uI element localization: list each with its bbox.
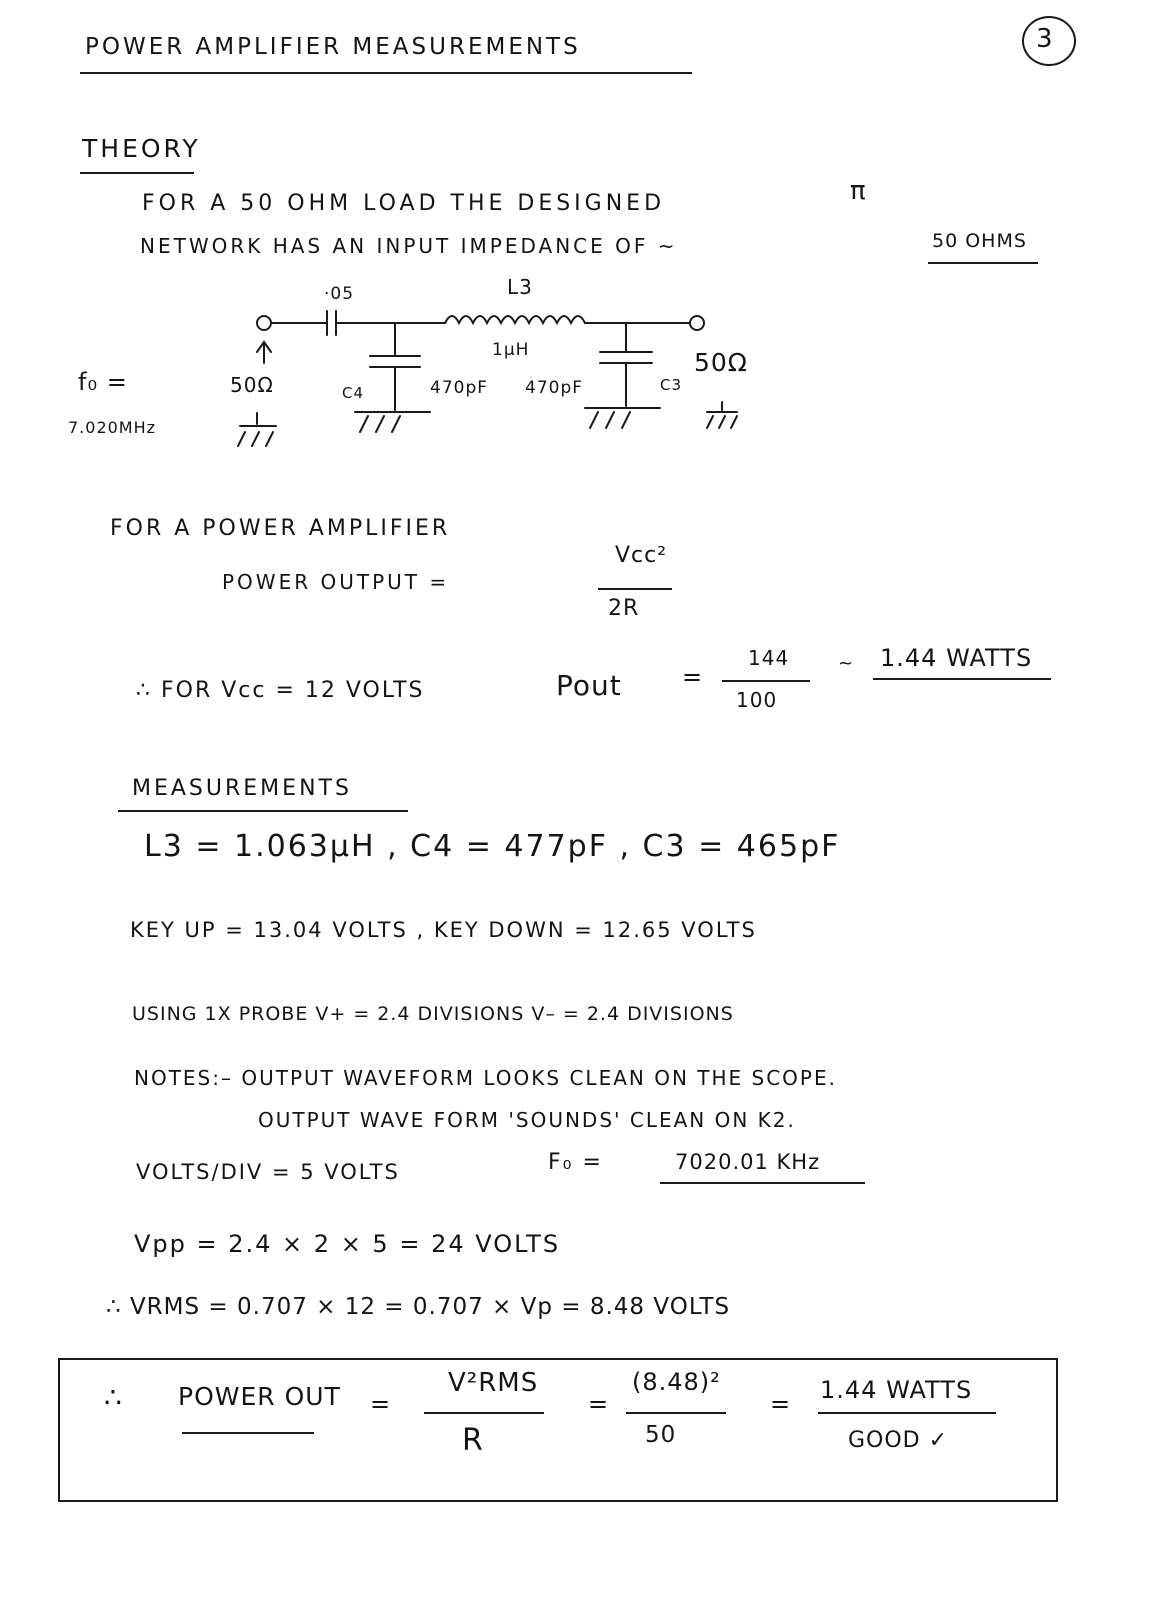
notes-line-2: OUTPUT WAVE FORM 'SOUNDS' CLEAN ON K2. — [258, 1108, 796, 1132]
formula-intro: FOR A POWER AMPLIFIER — [110, 516, 451, 541]
theory-heading: THEORY — [82, 134, 201, 163]
page-title: POWER AMPLIFIER MEASUREMENTS — [85, 34, 581, 60]
component-values: L3 = 1.063μH , C4 = 477pF , C3 = 465pF — [144, 829, 841, 864]
frequency-label: f₀ = — [78, 368, 128, 396]
result-therefore: ∴ — [104, 1381, 125, 1414]
impedance-value: 50 OHMS — [932, 230, 1027, 252]
f0-underline — [660, 1182, 865, 1184]
theory-line-1: FOR A 50 OHM LOAD THE DESIGNED — [142, 191, 666, 216]
coupling-cap-value: ·05 — [324, 284, 355, 304]
measurements-underline — [118, 810, 408, 812]
volts-per-division: VOLTS/DIV = 5 VOLTS — [136, 1160, 400, 1184]
inductor-value: 1μH — [492, 340, 530, 360]
resistance-symbol: R — [462, 1423, 484, 1458]
load-impedance: 50Ω — [694, 348, 748, 377]
theory-line-2: NETWORK HAS AN INPUT IMPEDANCE OF ~ — [140, 234, 678, 258]
c3-name: C3 — [660, 376, 683, 394]
notes-line-1: NOTES:– OUTPUT WAVEFORM LOOKS CLEAN ON THE SCOPE. — [134, 1066, 837, 1090]
measurements-heading: MEASUREMENTS — [132, 776, 352, 801]
inductor-name: L3 — [507, 275, 533, 299]
approx-symbol: ~ — [838, 653, 857, 674]
output-terminal — [690, 316, 704, 330]
c4-ground-hatch — [360, 416, 400, 432]
pout-fraction-bar — [722, 680, 810, 682]
f0-label: F₀ = — [548, 1150, 603, 1175]
vrms-calculation: ∴ VRMS = 0.707 × 12 = 0.707 × Vp = 8.48 VOLTS — [106, 1294, 731, 1320]
key-voltages: KEY UP = 13.04 VOLTS , KEY DOWN = 12.65 VOLTS — [130, 918, 757, 942]
verdict-good: GOOD ✓ — [848, 1428, 949, 1453]
pout-result: 1.44 WATTS — [880, 644, 1033, 672]
power-value: 1.44 WATTS — [820, 1376, 973, 1404]
result-fraction-bar-1 — [424, 1412, 544, 1414]
inductor-coil — [445, 316, 585, 323]
c3-value: 470pF — [525, 378, 584, 398]
pout-result-underline — [873, 678, 1051, 680]
power-output-label: POWER OUTPUT = — [222, 570, 450, 594]
probe-divisions: USING 1X PROBE V+ = 2.4 DIVISIONS V– = 2.4 DIVISIONS — [132, 1003, 734, 1025]
power-out-label: POWER OUT — [178, 1382, 341, 1411]
source-ground-hatch — [238, 432, 273, 446]
power-value-underline — [818, 1412, 996, 1414]
formula-denominator: 2R — [608, 596, 640, 621]
input-terminal — [257, 316, 271, 330]
result-fraction-bar-2 — [626, 1412, 726, 1414]
given-vcc: ∴ FOR Vcc = 12 VOLTS — [136, 678, 425, 703]
pout-label: Pout — [556, 669, 622, 702]
result-equals-2: = — [588, 1390, 612, 1418]
source-impedance: 50Ω — [230, 373, 274, 397]
formula-fraction-bar — [598, 588, 672, 590]
pi-symbol: π — [850, 176, 869, 206]
frequency-value: 7.020MHz — [68, 418, 157, 437]
f0-value: 7020.01 KHz — [675, 1150, 821, 1174]
pout-equals: = — [682, 663, 706, 691]
load-ohms: 50 — [645, 1422, 677, 1448]
pout-numerator: 144 — [748, 646, 790, 670]
result-equals-1: = — [370, 1390, 394, 1418]
c4-value: 470pF — [430, 378, 489, 398]
vrms-squared: V²RMS — [448, 1368, 539, 1398]
power-out-underline — [182, 1432, 314, 1434]
c4-name: C4 — [342, 384, 365, 402]
page-number: 3 — [1036, 24, 1053, 54]
load-ground-hatch — [707, 416, 737, 428]
pout-denominator: 100 — [736, 688, 778, 712]
formula-numerator: Vcc² — [615, 543, 668, 568]
squared-voltage: (8.48)² — [632, 1368, 721, 1396]
c3-ground-hatch — [590, 412, 630, 428]
result-equals-3: = — [770, 1390, 794, 1418]
vpp-calculation: Vpp = 2.4 × 2 × 5 = 24 VOLTS — [134, 1230, 561, 1258]
